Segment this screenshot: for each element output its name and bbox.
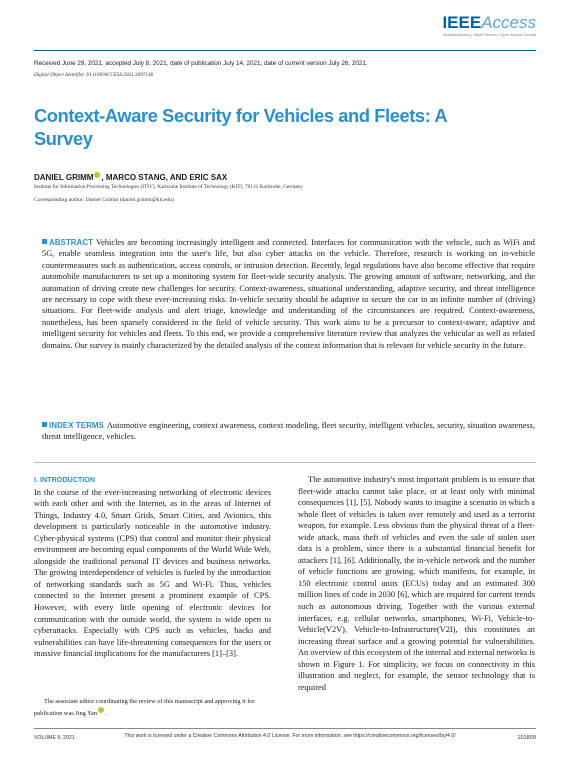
journal-logo	[442, 14, 536, 37]
abstract-label: ABSTRACT	[49, 238, 93, 247]
orcid-icon[interactable]	[98, 707, 104, 713]
paper-title: Context-Aware Security for Vehicles and Fleets: A Survey	[34, 105, 447, 149]
orcid-icon[interactable]	[94, 172, 100, 178]
volume-info: VOLUME 9, 2021	[34, 735, 75, 741]
footer-divider	[34, 728, 536, 729]
right-column	[298, 474, 535, 693]
page-number: 101809	[517, 735, 536, 741]
corresponding-author: Corresponding author: Daniel Grimm (daniel.grimm@kit.edu)	[34, 197, 174, 203]
index-terms-text: Automotive engineering, context awareness, context modeling, fleet security, intelligent vehicles, security, situation awareness, threat intelligence, vehicles.	[42, 421, 536, 442]
square-bullet-icon	[42, 422, 47, 427]
author-list	[34, 172, 227, 182]
section-heading: I. INTRODUCTION	[34, 475, 96, 484]
intro-paragraph-2: The automotive industry's most important problem is to ensure that fleet-wide attacks cannot take place, or at least only with minimal consequences [1], [5]. Nobody wants to imagine a scenario in which a whole fleet of vehicles is taken over remotely and used as a terrorist weapon, for example. Less obvious than the physical threat of a fleet-wide attack, mass theft of vehicles and even the sale of stolen user data is a problem, since there is a substantial financial benefit for attackers [1], [6]. Additionally, the in-vehicle network and the number of vehicle functions are growing, which manifests, for example, in 150 electronic control units (ECUs) today and an estimated 300 million lines of code in 2030 [6], which are required for current trends such as autonomous driving. Together with the various external interfaces, e.g. cellular networks, smartphones, Wi-Fi, Vehicle-to-Vehicle(V2V), Vehicle-to-Infrastructure(V2I), this constitutes an increasing threat surface and a growing potential for vulnerabilities. An overview of this ecosystem of the internal and external networks is shown in Figure 1. For simplicity, we focus on connectivity in this illustration and neglect, for example, the sensor technology that is required	[298, 475, 535, 692]
license-notice: This work is licensed under a Creative Commons Attribution 4.0 License. For more information, see https://creativecommons.org/licenses/by/4.0/	[124, 733, 456, 739]
abstract	[42, 237, 535, 351]
left-column	[34, 474, 271, 660]
publication-dates: Received June 29, 2021, accepted July 8, 2021, date of publication July 14, 2021, date of current version July 26, 2021.	[34, 60, 368, 67]
index-terms	[42, 420, 535, 443]
editor-footnote: The associate editor coordinating the review of this manuscript and approving it for publication was Jing Yan .	[34, 698, 255, 717]
other-authors: , MARCO STANG, AND ERIC SAX	[101, 173, 228, 182]
author-1: DANIEL GRIMM	[34, 173, 94, 182]
index-terms-label: INDEX TERMS	[49, 421, 104, 430]
section-divider	[34, 462, 536, 463]
affiliation: Institute for Information Processing Technologies (ITIV), Karlsruhe Institute of Technology (KIT), 76131 Karlsruhe, Germany	[34, 184, 303, 190]
logo-tagline: Multidisciplinary | Rapid Review | Open Access Journal	[443, 33, 536, 37]
abstract-text: Vehicles are becoming increasingly intelligent and connected. Interfaces for communication with the vehicle, such as WiFi and 5G, enable seamless integration into the user's life, but also cyber attacks on the vehicle. Therefore, research is working on in-vehicle countermeasures such as authentication, access controls, or intrusion detection. Recently, legal regulations have also become effective that require automobile manufacturers to set up a monitoring system for fleet-wide security analysis. The growing amount of software, networking, and the automation of driving create new challenges for security. Context-awareness, situational understanding, adaptive security, and threat intelligence are necessary to cope with these ever-increasing risks. In-vehicle security should be adaptive to secure the car in an infinite number of (driving) situations. For fleet-wide analysis and alert triage, knowledge and understanding of the circumstances are required. Context-awareness, nonetheless, has been sparsely considered in the field of vehicle security. This work aims to be a precursor to context-aware, adaptive and intelligent security for vehicles and fleets. To this end, we provide a comprehensive literature review that analyzes the vehicular as well as related domains. Our survey is mainly characterized by the detailed analysis of the context information that is relevant for vehicle security in the future.	[42, 238, 535, 350]
footnote-text: The associate editor coordinating the review of this manuscript and approving it for publication was Jing Yan	[34, 698, 255, 717]
header-divider	[34, 50, 536, 51]
logo-ieee: IEEE	[442, 13, 482, 32]
intro-paragraph-1: In the course of the ever-increasing networking of electronic devices with each other and with the Internet, as in the areas of Internet of Things, Industry 4.0, Smart Grids, Smart Cities, and Avionics, this development is particularly noticeable in the automotive industry. Cyber-physical systems (CPS) that control and monitor their physical environment are becoming equal components of the World Wide Web, alongside the traditional personal IT devices and business networks. The growing interdependence of vehicles is fueled by the introduction of networking standards such as 5G and Wi-Fi. Thus, vehicles connected to the Internet present a prominent example of CPS. However, with every little opening of electronic devices for communication with the outside world, the system is wide open to cyberattacks. Especially with CPS such as vehicles, hacks and vulnerabilities can have life-threatening consequences for the users or massive financial implications for the manufacturers [1]–[3].	[34, 487, 271, 659]
logo-access: Access	[481, 13, 536, 32]
doi: Digital Object Identifier 10.1109/ACCESS.2021.3097146	[34, 72, 154, 78]
square-bullet-icon	[42, 239, 47, 244]
